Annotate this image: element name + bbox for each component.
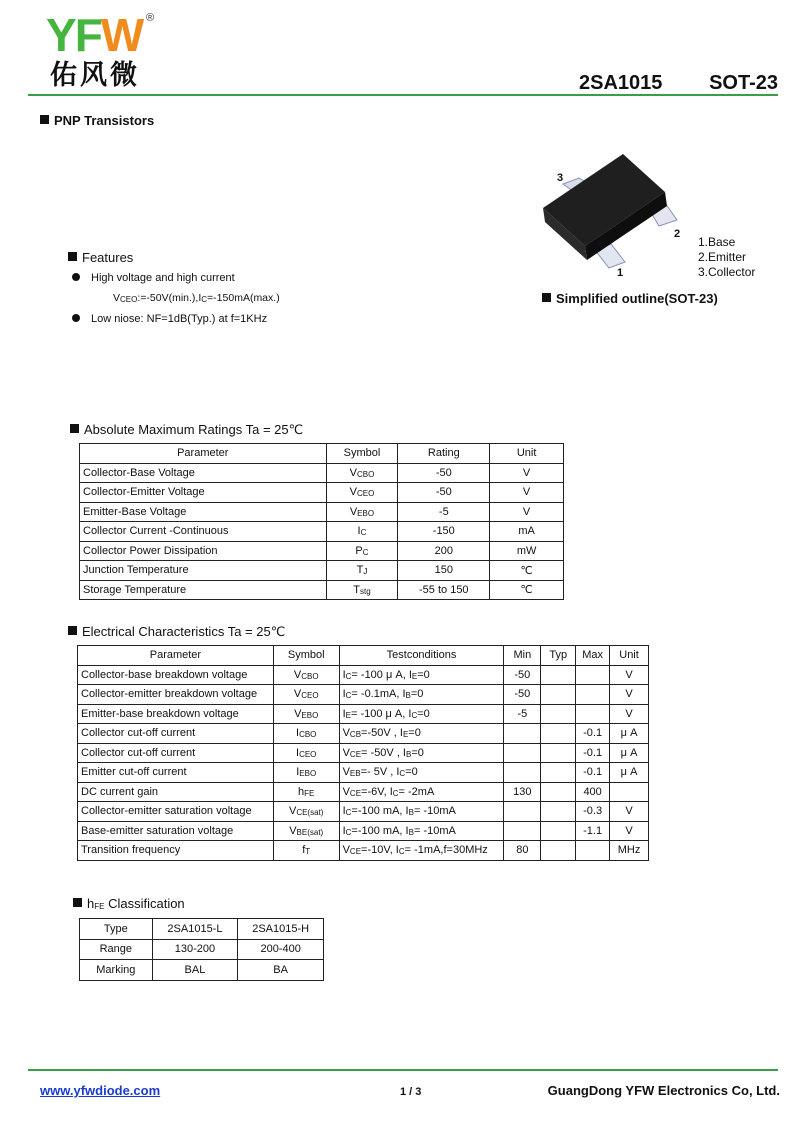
hfe-table xyxy=(79,918,324,981)
max-cell: -0.3 xyxy=(576,802,610,822)
registered-mark: ® xyxy=(146,12,155,24)
max-cell xyxy=(576,704,610,724)
param-cell: Base-emitter saturation voltage xyxy=(78,821,274,841)
typ-cell xyxy=(541,763,576,783)
square-bullet-icon xyxy=(68,252,77,261)
param-cell: Collector Current -Continuous xyxy=(80,522,327,542)
unit-cell: V xyxy=(610,665,649,685)
symbol-cell: fT xyxy=(273,841,339,861)
min-cell: 80 xyxy=(504,841,541,861)
table-row xyxy=(78,665,649,685)
elec-char-table xyxy=(77,645,649,861)
symbol-cell: hFE xyxy=(273,782,339,802)
min-cell xyxy=(504,724,541,744)
footer-rule xyxy=(28,1069,778,1071)
param-cell: Junction Temperature xyxy=(80,561,327,581)
bullet-icon xyxy=(72,314,80,322)
min-cell: 130 xyxy=(504,782,541,802)
symbol-cell: VEBO xyxy=(326,502,398,522)
symbol-cell: VCBO xyxy=(273,665,339,685)
unit-cell: μ A xyxy=(610,724,649,744)
document-title: 2SA1015 SOT-23 xyxy=(579,72,778,94)
typ-cell xyxy=(541,821,576,841)
symbol-cell: VCBO xyxy=(326,463,398,483)
rating-cell: 150 xyxy=(398,561,490,581)
param-cell: Transition frequency xyxy=(78,841,274,861)
symbol-cell: VCEO xyxy=(326,483,398,503)
typ-cell xyxy=(541,704,576,724)
max-cell: -1.1 xyxy=(576,821,610,841)
table-row xyxy=(80,919,324,940)
transistor-type-heading: PNP Transistors xyxy=(40,113,154,128)
min-cell: -50 xyxy=(504,665,541,685)
typ-cell xyxy=(541,665,576,685)
condition-cell: IC= -100 μ A, IE=0 xyxy=(339,665,504,685)
table-header-row: Parameter Symbol Rating Unit xyxy=(80,444,564,464)
min-cell xyxy=(504,802,541,822)
symbol-cell: ICBO xyxy=(273,724,339,744)
unit-cell: mW xyxy=(490,541,564,561)
condition-cell: VCE=-6V, IC= -2mA xyxy=(339,782,504,802)
rating-cell: -5 xyxy=(398,502,490,522)
table-row xyxy=(80,960,324,981)
param-cell: Collector cut-off current xyxy=(78,743,274,763)
unit-cell: mA xyxy=(490,522,564,542)
condition-cell: VCB=-50V , IE=0 xyxy=(339,724,504,744)
typ-cell xyxy=(541,802,576,822)
param-cell: Collector Power Dissipation xyxy=(80,541,327,561)
rating-cell: -50 xyxy=(398,463,490,483)
max-cell: -0.1 xyxy=(576,724,610,744)
unit-cell: V xyxy=(610,802,649,822)
condition-cell: IC=-100 mA, IB= -10mA xyxy=(339,821,504,841)
min-cell: -5 xyxy=(504,704,541,724)
table-row xyxy=(80,561,564,581)
unit-cell: μ A xyxy=(610,743,649,763)
rating-cell: -50 xyxy=(398,483,490,503)
sot23-package-drawing xyxy=(535,150,695,275)
unit-cell: ℃ xyxy=(490,580,564,600)
table-row xyxy=(78,782,649,802)
min-cell: -50 xyxy=(504,685,541,705)
table-row xyxy=(78,763,649,783)
param-cell: Collector cut-off current xyxy=(78,724,274,744)
condition-cell: IC= -0.1mA, IB=0 xyxy=(339,685,504,705)
min-cell xyxy=(504,821,541,841)
website-link[interactable]: www.yfwdiode.com xyxy=(40,1083,161,1098)
condition-cell: IE= -100 μ A, IC=0 xyxy=(339,704,504,724)
square-bullet-icon xyxy=(40,115,49,124)
typ-cell xyxy=(541,782,576,802)
condition-cell: IC=-100 mA, IB= -10mA xyxy=(339,802,504,822)
max-cell: 400 xyxy=(576,782,610,802)
table-row xyxy=(80,522,564,542)
pin-legend-collector: 3.Collector xyxy=(698,265,756,279)
symbol-cell: TJ xyxy=(326,561,398,581)
table-cell: Type xyxy=(80,919,153,940)
table-cell: 2SA1015-L xyxy=(152,919,238,940)
table-row xyxy=(80,502,564,522)
table-row xyxy=(78,841,649,861)
param-cell: Collector-base breakdown voltage xyxy=(78,665,274,685)
typ-cell xyxy=(541,724,576,744)
condition-cell: VCE= -50V , IB=0 xyxy=(339,743,504,763)
symbol-cell: IC xyxy=(326,522,398,542)
param-cell: Collector-emitter saturation voltage xyxy=(78,802,274,822)
rating-cell: -150 xyxy=(398,522,490,542)
square-bullet-icon xyxy=(73,898,82,907)
max-cell: -0.1 xyxy=(576,763,610,783)
rating-cell: 200 xyxy=(398,541,490,561)
table-row xyxy=(78,802,649,822)
square-bullet-icon xyxy=(542,293,551,302)
min-cell xyxy=(504,743,541,763)
symbol-cell: ICEO xyxy=(273,743,339,763)
param-cell: Collector-Base Voltage xyxy=(80,463,327,483)
unit-cell xyxy=(610,782,649,802)
table-row xyxy=(78,743,649,763)
min-cell xyxy=(504,763,541,783)
param-cell: Emitter cut-off current xyxy=(78,763,274,783)
table-cell: BAL xyxy=(152,960,238,981)
unit-cell: ℃ xyxy=(490,561,564,581)
table-cell: 2SA1015-H xyxy=(238,919,324,940)
max-cell xyxy=(576,685,610,705)
symbol-cell: IEBO xyxy=(273,763,339,783)
table-cell: Range xyxy=(80,939,153,960)
table-row xyxy=(80,483,564,503)
bullet-icon xyxy=(72,273,80,281)
symbol-cell: VEBO xyxy=(273,704,339,724)
symbol-cell: Tstg xyxy=(326,580,398,600)
table-cell: 200-400 xyxy=(238,939,324,960)
unit-cell: V xyxy=(490,463,564,483)
table-cell: BA xyxy=(238,960,324,981)
param-cell: Emitter-Base Voltage xyxy=(80,502,327,522)
abs-max-heading: Absolute Maximum Ratings Ta = 25℃ xyxy=(70,422,303,438)
pin-legend-emitter: 2.Emitter xyxy=(698,250,747,264)
typ-cell xyxy=(541,841,576,861)
condition-cell: VEB=- 5V , IC=0 xyxy=(339,763,504,783)
table-cell: Marking xyxy=(80,960,153,981)
table-row xyxy=(80,463,564,483)
feature-item-1-detail: VCEO:=-50V(min.),IC=-150mA(max.) xyxy=(113,292,280,304)
param-cell: Emitter-base breakdown voltage xyxy=(78,704,274,724)
elec-char-heading: Electrical Characteristics Ta = 25℃ xyxy=(68,624,285,640)
table-row xyxy=(80,939,324,960)
param-cell: Collector-emitter breakdown voltage xyxy=(78,685,274,705)
unit-cell: V xyxy=(610,821,649,841)
table-row xyxy=(78,704,649,724)
page-number: 1 / 3 xyxy=(400,1086,422,1098)
table-row xyxy=(80,580,564,600)
unit-cell: V xyxy=(610,704,649,724)
table-row xyxy=(78,724,649,744)
pin-legend xyxy=(698,235,755,280)
logo-chinese-name: 佑风微 xyxy=(50,60,140,91)
unit-cell: V xyxy=(610,685,649,705)
param-cell: DC current gain xyxy=(78,782,274,802)
table-row xyxy=(78,685,649,705)
symbol-cell: VCEO xyxy=(273,685,339,705)
abs-max-table xyxy=(79,443,564,600)
table-header-row: Parameter Symbol Testconditions Min Typ Max Unit xyxy=(78,646,649,666)
pin-legend-base: 1.Base xyxy=(698,235,736,249)
unit-cell: V xyxy=(490,483,564,503)
company-name: GuangDong YFW Electronics Co, Ltd. xyxy=(547,1083,780,1098)
unit-cell: MHz xyxy=(610,841,649,861)
features-heading: Features xyxy=(68,250,133,265)
table-row xyxy=(80,541,564,561)
table-row xyxy=(78,821,649,841)
feature-item-2: Low niose: NF=1dB(Typ.) at f=1KHz xyxy=(72,313,267,325)
symbol-cell: PC xyxy=(326,541,398,561)
header-rule xyxy=(28,94,778,96)
square-bullet-icon xyxy=(68,626,77,635)
square-bullet-icon xyxy=(70,424,79,433)
unit-cell: μ A xyxy=(610,763,649,783)
symbol-cell: VCE(sat) xyxy=(273,802,339,822)
typ-cell xyxy=(541,743,576,763)
symbol-cell: VBE(sat) xyxy=(273,821,339,841)
package-caption: Simplified outline(SOT-23) xyxy=(542,291,718,306)
logo: YFW xyxy=(46,9,143,61)
table-cell: 130-200 xyxy=(152,939,238,960)
unit-cell: V xyxy=(490,502,564,522)
pin1-label: 1 xyxy=(617,267,624,279)
max-cell: -0.1 xyxy=(576,743,610,763)
max-cell xyxy=(576,841,610,861)
max-cell xyxy=(576,665,610,685)
typ-cell xyxy=(541,685,576,705)
rating-cell: -55 to 150 xyxy=(398,580,490,600)
feature-item-1: High voltage and high current xyxy=(72,272,235,284)
param-cell: Collector-Emitter Voltage xyxy=(80,483,327,503)
pin2-label: 2 xyxy=(674,228,681,240)
hfe-heading: hFE Classification xyxy=(73,896,185,911)
condition-cell: VCE=-10V, IC= -1mA,f=30MHz xyxy=(339,841,504,861)
pin3-label: 3 xyxy=(557,172,564,184)
param-cell: Storage Temperature xyxy=(80,580,327,600)
